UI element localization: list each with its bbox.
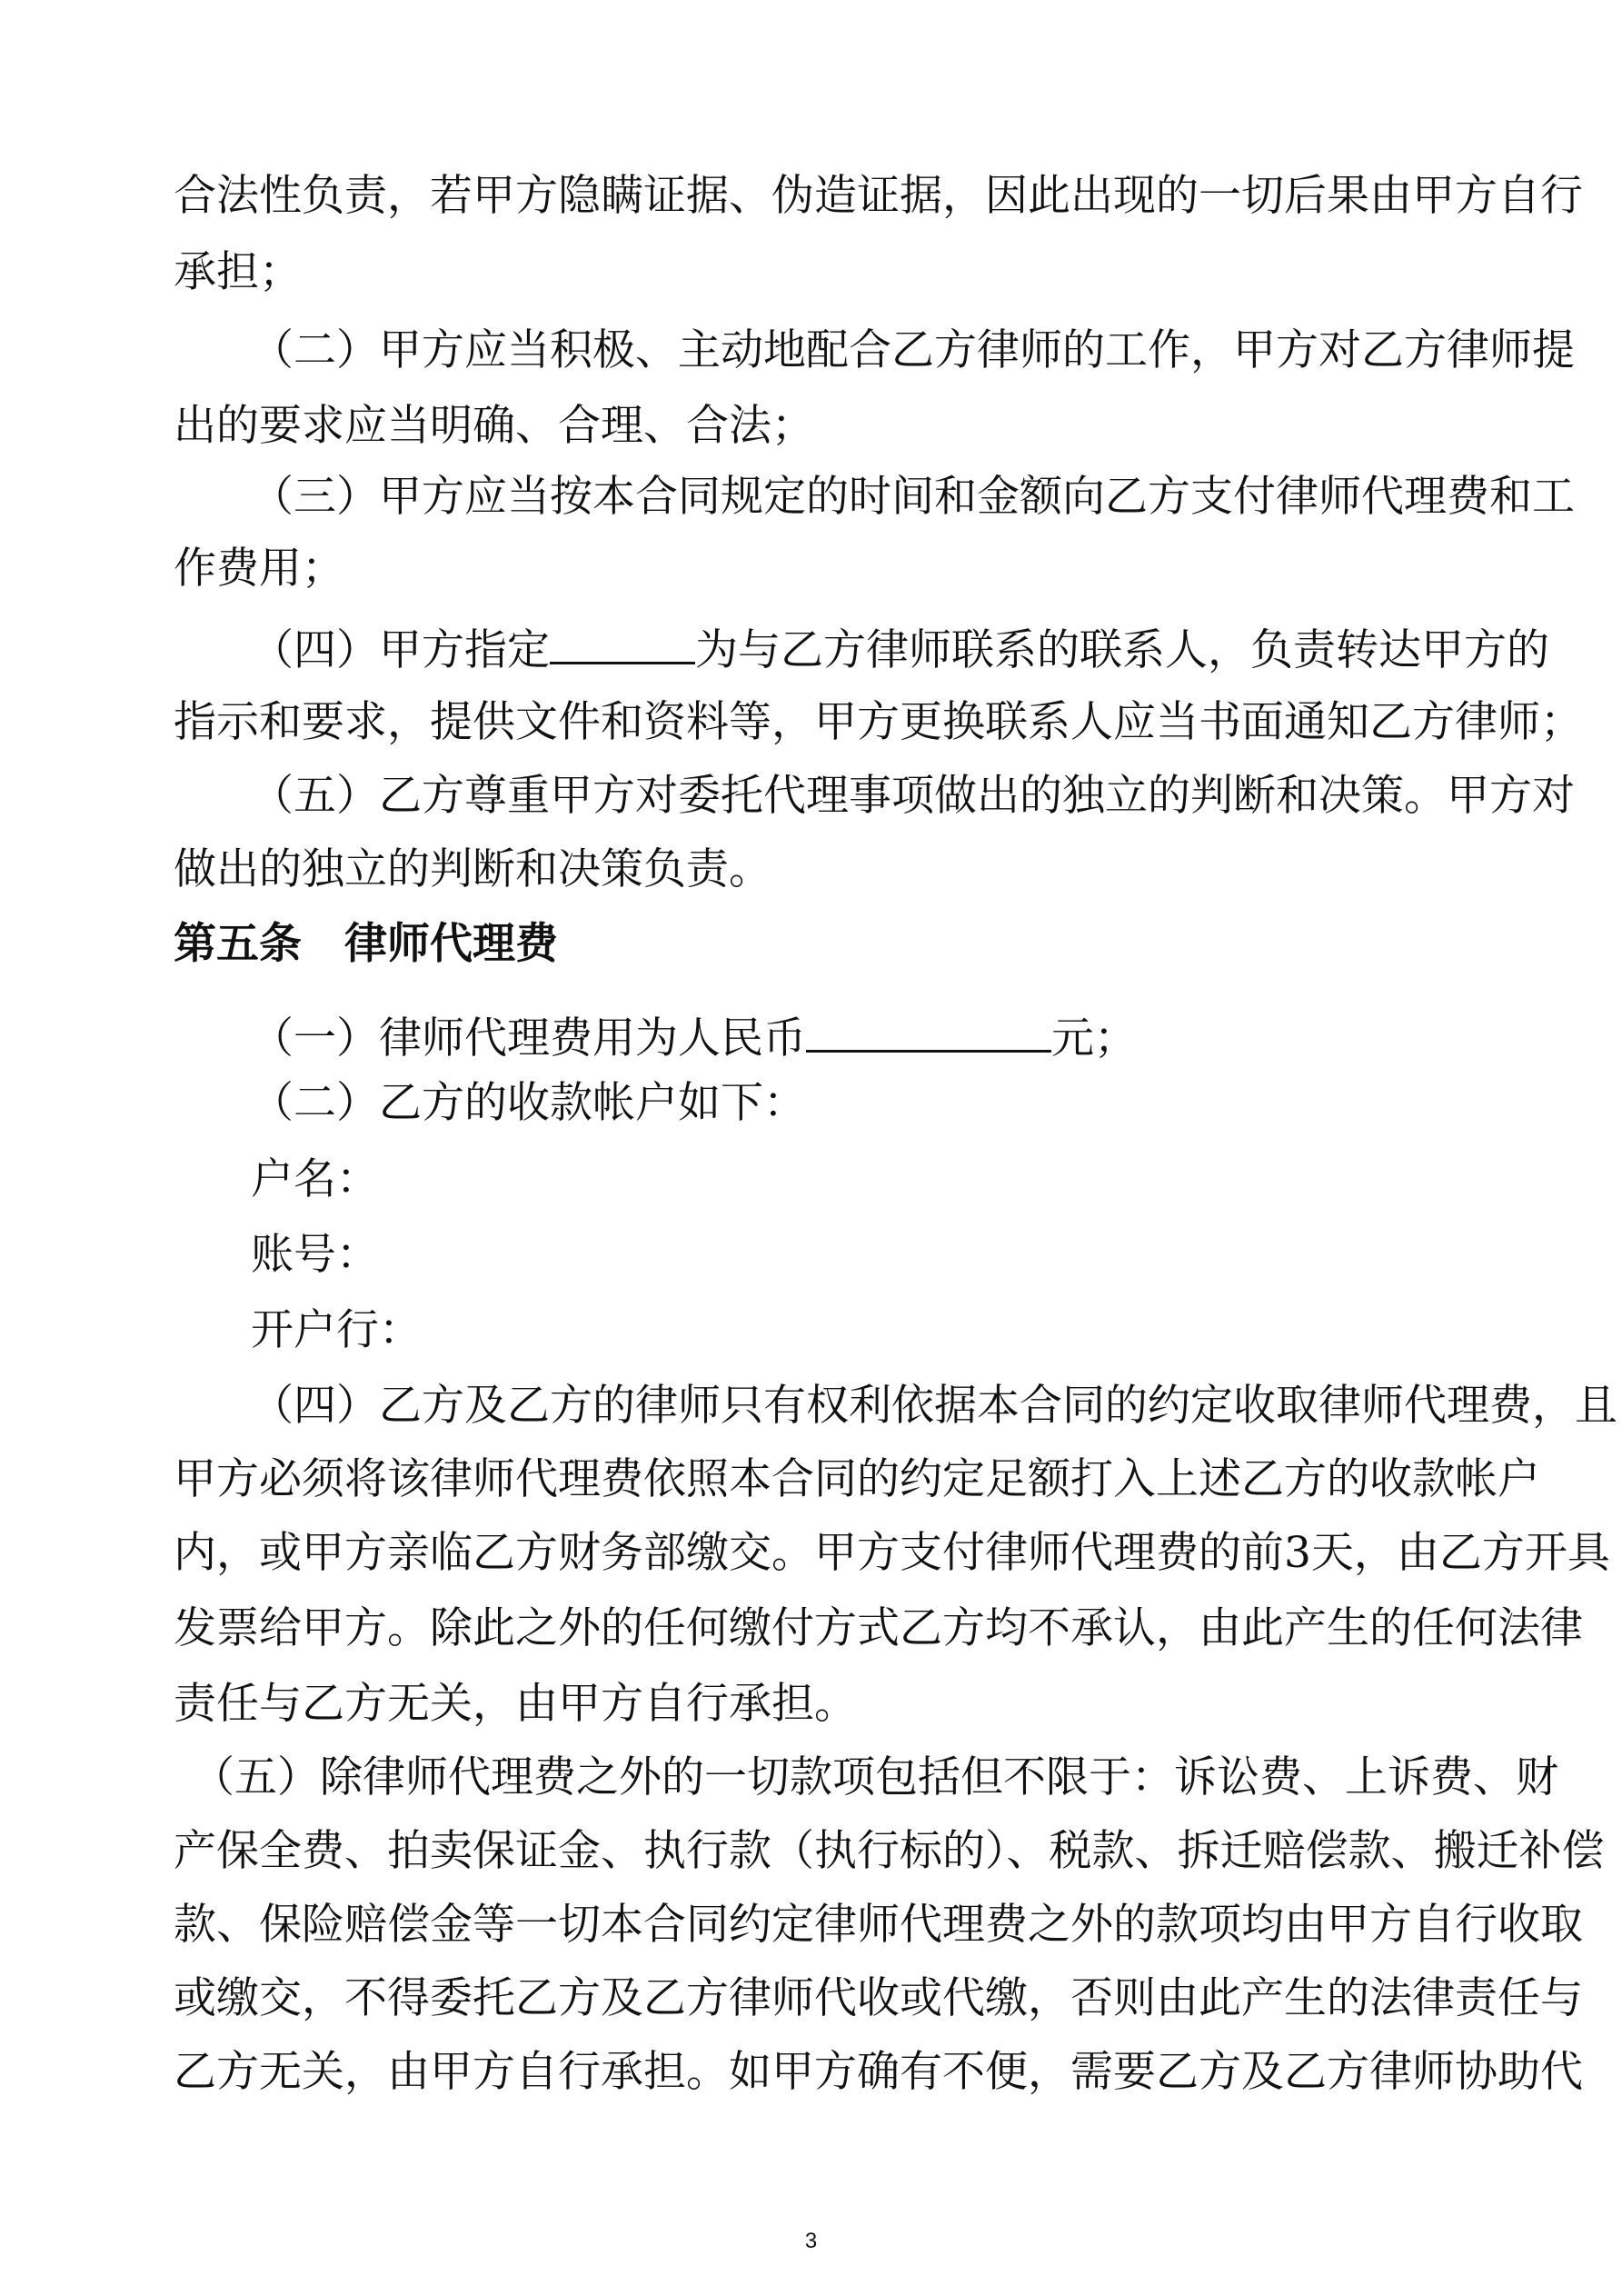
paragraph-line: 甲方必须将该律师代理费依照本合同的约定足额打入上述乙方的收款帐户: [174, 1454, 1540, 1504]
line-text: （四）甲方指定: [251, 625, 550, 675]
paragraph-line: 指示和要求，提供文件和资料等，甲方更换联系人应当书面通知乙方律师；: [174, 697, 1583, 747]
paragraph-line: 账号：: [251, 1230, 379, 1280]
paragraph-line: 开户行：: [251, 1305, 422, 1355]
paragraph-line: （五）乙方尊重甲方对委托代理事项做出的独立的判断和决策。甲方对: [251, 771, 1575, 821]
line-text: 为与乙方律师联系的联系人，负责转达甲方的: [695, 625, 1549, 675]
page-number: 3: [804, 2229, 818, 2253]
paragraph-line: （三）甲方应当按本合同规定的时间和金额向乙方支付律师代理费和工: [251, 472, 1575, 522]
line-text: 元；: [1051, 1013, 1137, 1063]
paragraph-line: 做出的独立的判断和决策负责。: [174, 844, 771, 894]
paragraph-line: 责任与乙方无关，由甲方自行承担。: [174, 1679, 857, 1729]
line-text: （一）律师代理费用为人民币: [251, 1013, 806, 1063]
fill-in-blank: [806, 1010, 1051, 1053]
paragraph-line: 承担；: [174, 247, 302, 297]
paragraph-line: 出的要求应当明确、合理、合法；: [174, 401, 814, 451]
fill-in-blank: [550, 622, 695, 664]
paragraph-line: 合法性负责，若甲方隐瞒证据、伪造证据，因此出现的一切后果由甲方自行: [174, 171, 1583, 221]
paragraph-line: 内，或甲方亲临乙方财务部缴交。甲方支付律师代理费的前3天，由乙方开具: [174, 1528, 1610, 1578]
paragraph-line: （二）甲方应当积极、主动地配合乙方律师的工作，甲方对乙方律师提: [251, 325, 1575, 375]
paragraph-line: 作费用；: [174, 544, 344, 594]
paragraph-line: 发票给甲方。除此之外的任何缴付方式乙方均不承认，由此产生的任何法律: [174, 1603, 1583, 1653]
section-heading: 第五条 律师代理费: [174, 919, 558, 969]
paragraph-line: 户名：: [251, 1154, 379, 1204]
paragraph-line: 乙方无关，由甲方自行承担。如甲方确有不便，需要乙方及乙方律师协助代: [174, 2047, 1583, 2097]
paragraph-line: 款、保险赔偿金等一切本合同约定律师代理费之外的款项均由甲方自行收取: [174, 1900, 1583, 1950]
paragraph-line: （二）乙方的收款帐户如下：: [251, 1078, 806, 1128]
paragraph-line: [251, 1010, 1137, 1064]
paragraph-line: 产保全费、拍卖保证金、执行款（执行标的）、税款、拆迁赔偿款、搬迁补偿: [174, 1826, 1605, 1876]
paragraph-line: [251, 622, 1549, 676]
paragraph-line: （四）乙方及乙方的律师只有权利依据本合同的约定收取律师代理费，且: [251, 1381, 1617, 1431]
paragraph-line: （五）除律师代理费之外的一切款项包括但不限于：诉讼费、上诉费、财: [192, 1752, 1558, 1802]
paragraph-line: 或缴交，不得委托乙方及乙方律师代收或代缴，否则由此产生的法律责任与: [174, 1973, 1583, 2023]
